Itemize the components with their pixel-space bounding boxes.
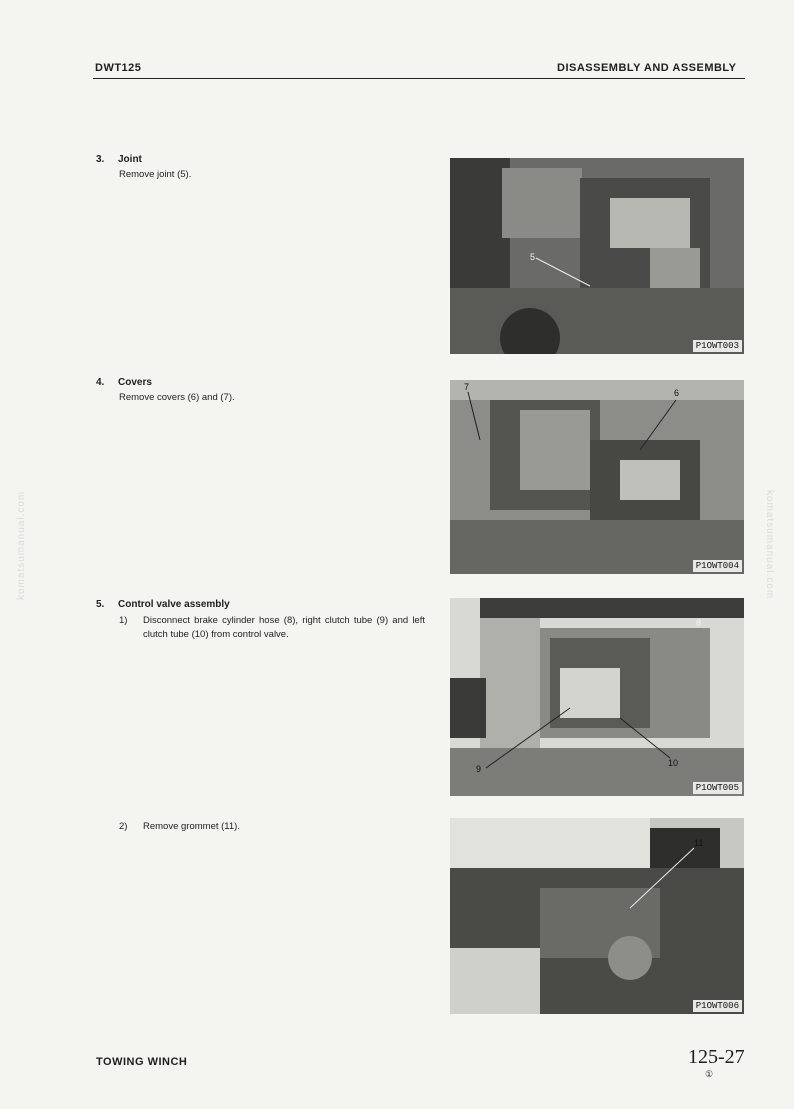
photo-control-valve — [450, 598, 744, 796]
callout-8: 8 — [696, 618, 702, 628]
photo-grommet — [450, 818, 744, 1014]
section-number: 3. — [96, 154, 105, 165]
section-joint-heading — [96, 153, 142, 167]
photo-code: P1OWT006 — [693, 1000, 742, 1012]
section-covers-body: Remove covers (6) and (7). — [119, 392, 235, 403]
photo-code: P1OWT004 — [693, 560, 742, 572]
section-control-valve-heading — [96, 598, 230, 612]
section-title: Covers — [118, 377, 152, 388]
footer-section-name: TOWING WINCH — [96, 1056, 188, 1068]
callout-11: 11 — [694, 838, 704, 848]
header-section-title: DISASSEMBLY AND ASSEMBLY — [557, 62, 737, 74]
substep-2 — [119, 820, 425, 834]
page-number: 125-27 — [688, 1046, 745, 1068]
revision-mark: ① — [705, 1069, 714, 1079]
photo-code: P1OWT003 — [693, 340, 742, 352]
photo-joint — [450, 158, 744, 354]
section-title: Control valve assembly — [118, 599, 230, 610]
section-number: 4. — [96, 377, 105, 388]
substep-1 — [119, 614, 425, 642]
section-title: Joint — [118, 154, 142, 165]
header-model: DWT125 — [95, 62, 142, 74]
photo-code: P1OWT005 — [693, 782, 742, 794]
callout-10: 10 — [668, 758, 679, 768]
substep-text: Remove grommet (11). — [143, 821, 240, 832]
callout-9: 9 — [476, 764, 482, 774]
photo-joint-image — [450, 158, 744, 354]
callout-6: 6 — [674, 388, 680, 398]
photo-covers-image — [450, 380, 744, 574]
photo-covers — [450, 380, 744, 574]
section-covers-heading — [96, 376, 152, 390]
watermark-right: komatsumanual.com — [764, 490, 775, 600]
watermark-left: komatsumanual.com — [16, 490, 27, 600]
substep-number: 1) — [119, 615, 128, 626]
substep-number: 2) — [119, 821, 128, 832]
callout-7: 7 — [464, 382, 470, 392]
callout-5: 5 — [530, 252, 536, 262]
header-rule — [93, 78, 745, 79]
section-joint-body: Remove joint (5). — [119, 169, 192, 180]
substep-text: Disconnect brake cylinder hose (8), right clutch tube (9) and left clutch tube (10) from control valve. — [143, 615, 425, 640]
section-number: 5. — [96, 599, 105, 610]
